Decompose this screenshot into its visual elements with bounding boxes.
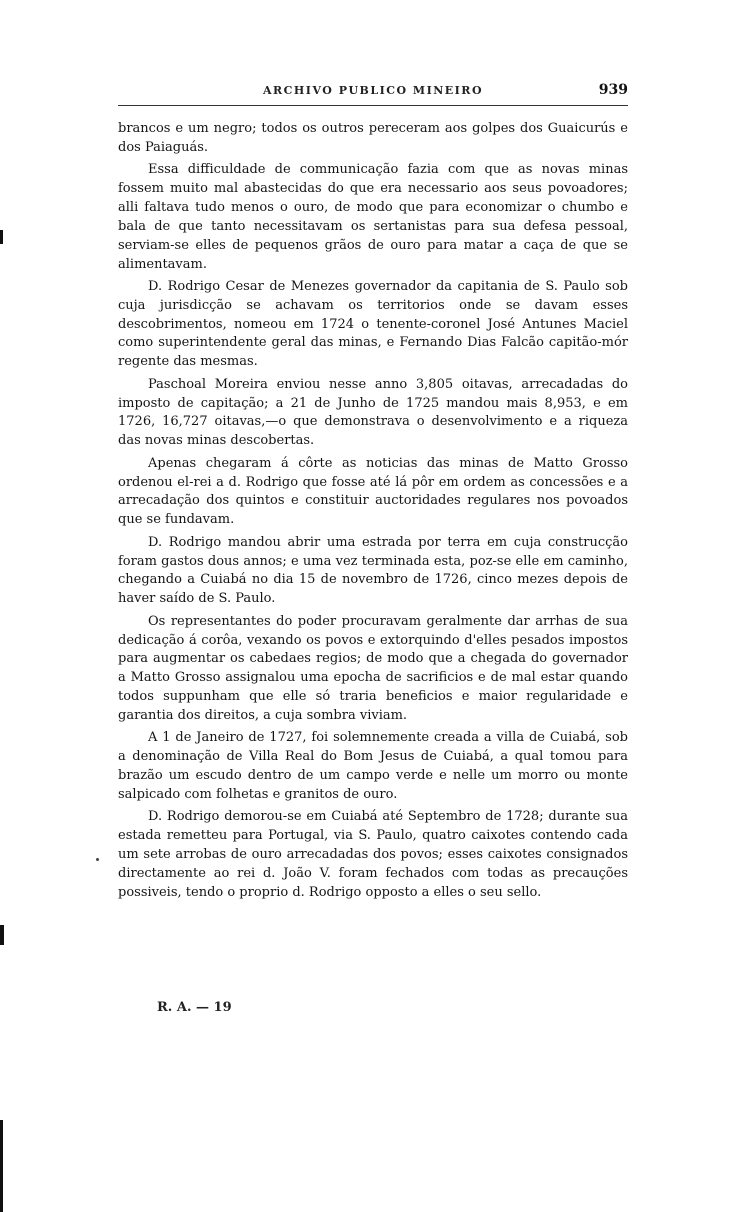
running-header	[118, 84, 628, 106]
header-title: ARCHIVO PUBLICO MINEIRO	[262, 84, 484, 97]
paragraph-4: Paschoal Moreira enviou nesse anno 3,805 oitavas, arrecadadas do imposto de capitação; a 21 de Junho de 1725 mandou mais 8,953, e em 1726, 16,727 oitavas,—o que demonstrava o desenvolvimento e a riqueza das novas minas descobertas.	[118, 376, 628, 449]
paragraph-8: A 1 de Janeiro de 1727, foi solemnemente creada a villa de Cuiabá, sob a denominação de Villa Real do Bom Jesus de Cuiabá, a qual tomou para brazão um escudo dentro de um campo verde e nelle um morro ou monte salpicado com folhetas e granitos de ouro.	[118, 730, 628, 802]
paragraph-7: Os representantes do poder procuravam geralmente dar arrhas de sua dedicação á corôa, vexando os povos e extorquindo d'elles pesados impostos para augmentar os cabedaes regios; de modo que a chegada do governador a Matto Grosso assignalou uma epocha de sacrificios e de mal estar quando todos suppunham que elle só traria beneficios e maior regularidade e garantia dos direitos, a cuja sombra viviam.	[118, 613, 628, 723]
body-text	[118, 120, 628, 906]
paragraph-5: Apenas chegaram á côrte as noticias das minas de Matto Grosso ordenou el-rei a d. Rodrigo que fosse até lá pôr em ordem as concessões e a arrecadação dos quintos e constituir auctoridades regulares nos povoados que se fundavam.	[118, 455, 628, 528]
scan-edge-mark	[0, 925, 4, 945]
paragraph-1: brancos e um negro; todos os outros pereceram aos golpes dos Guaicurús e dos Paiaguás.	[118, 121, 628, 155]
signature-mark: R. A. — 19	[157, 1000, 232, 1015]
paragraph-6: D. Rodrigo mandou abrir uma estrada por terra em cuja construcção foram gastos dous annos; e uma vez terminada esta, poz-se elle em caminho, chegando a Cuiabá no dia 15 de novembro de 1726, cinco mezes depois de haver saído de S. Paulo.	[118, 534, 628, 607]
paragraph-3: D. Rodrigo Cesar de Menezes governador da capitania de S. Paulo sob cuja jurisdicção se achavam os territorios onde se davam esses descobrimentos, nomeou em 1724 o tenente-coronel José Antunes Maciel como superintendente geral das minas, e Fernando Dias Falcão capitão-mór regente das mesmas.	[118, 278, 628, 370]
margin-dot	[96, 858, 99, 861]
page-number: 939	[598, 82, 628, 98]
scan-edge-mark	[0, 230, 3, 244]
paragraph-9: D. Rodrigo demorou-se em Cuiabá até Septembro de 1728; durante sua estada remetteu para Portugal, via S. Paulo, quatro caixotes contendo cada um sete arrobas de ouro arrecadadas dos povos; esses caixotes consignados directamente ao rei d. João V. foram fechados com todas as precauções possiveis, tendo o proprio d. Rodrigo opposto a elles o seu sello.	[118, 809, 628, 900]
header-rule	[118, 105, 628, 106]
scan-edge-mark	[0, 1120, 3, 1212]
paragraph-2: Essa difficuldade de communicação fazia com que as novas minas fossem muito mal abastecidas do que era necessario aos seus povoadores; alli faltava tudo menos o ouro, de modo que para economizar o chumbo e bala de que tanto necessitavam os sertanistas para sua defesa pessoal, serviam-se elles de pequenos grãos de ouro para matar a caça de que se alimentavam.	[118, 162, 628, 272]
